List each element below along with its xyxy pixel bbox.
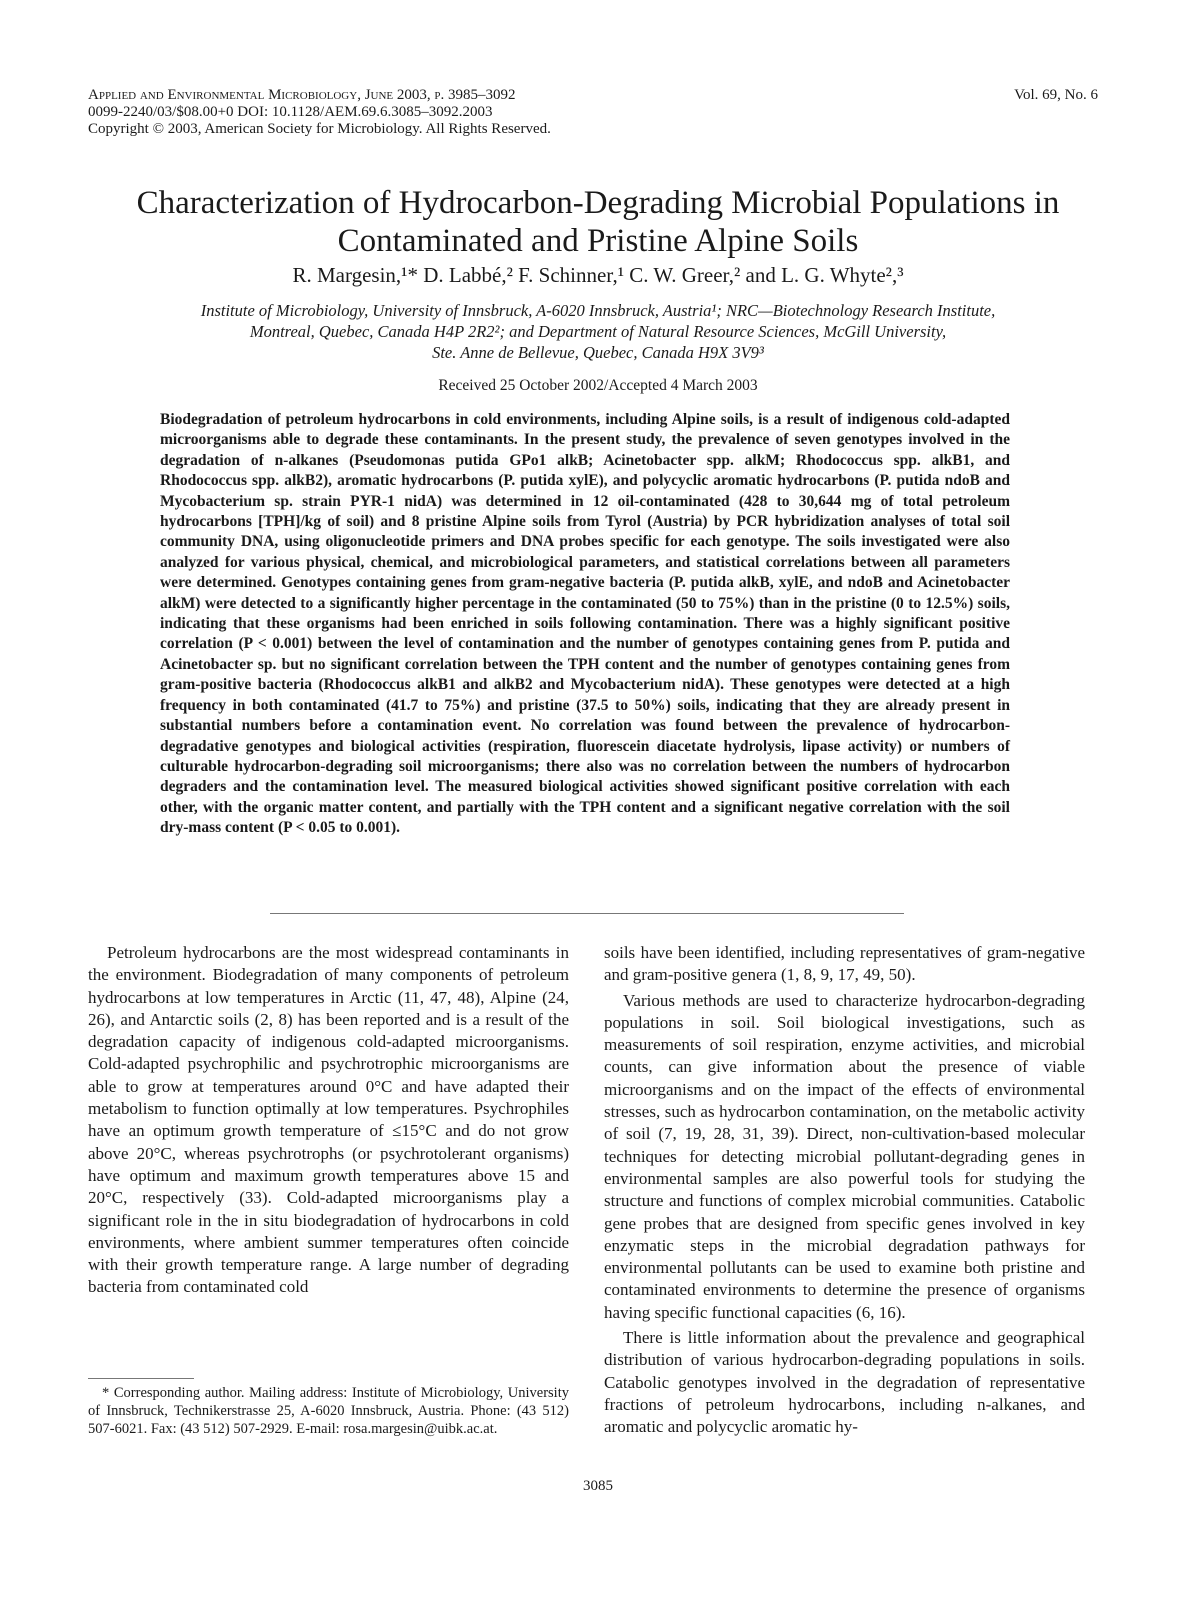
copyright-line: Copyright © 2003, American Society for Microbiology. All Rights Reserved. [88, 121, 551, 137]
affiliations [60, 300, 1136, 363]
body-paragraph: There is little information about the prevalence and geographical distribution of various hydrocarbon-degrading populations in soils. Catabolic genotypes involved in the degradation of representative fractions of petroleum hydrocarbons, including n-alkanes, and aromatic and polycyclic aromatic hy- [604, 1328, 1085, 1437]
article-title: Characterization of Hydrocarbon-Degrading Microbial Populations in Contaminated and Pristine Alpine Soils [136, 185, 1060, 259]
author-list: R. Margesin,¹* D. Labbé,² F. Schinner,¹ C. W. Greer,² and L. G. Whyte²,³ [292, 263, 904, 287]
affiliation-line: Montreal, Quebec, Canada H4P 2R2²; and Department of Natural Resource Sciences, McGill University, [249, 322, 947, 341]
corresponding-author-footnote: * Corresponding author. Mailing address: Institute of Microbiology, University of Innsbruck, Technikerstrasse 25, A-6020 Innsbruck, Austria. Phone: (43 512) 507-6021. Fax: (43 512) 507-2929. E-mail: rosa.margesin@uibk.ac.at. [88, 1385, 569, 1438]
journal-line: Applied and Environmental Microbiology, June 2003, p. 3985–3092 [88, 87, 516, 103]
body-column-right [604, 942, 1085, 1439]
body-paragraph: soils have been identified, including representatives of gram-negative and gram-positive genera (1, 8, 9, 17, 49, 50). [604, 943, 1085, 985]
page-number: 3085 [583, 1478, 613, 1494]
received-dates: Received 25 October 2002/Accepted 4 March 2003 [438, 377, 758, 394]
footnote-divider [88, 1378, 194, 1379]
affiliation-line: Institute of Microbiology, University of Innsbruck, A-6020 Innsbruck, Austria¹; NRC—Biotechnology Research Institute, [200, 301, 996, 320]
volume-issue: Vol. 69, No. 6 [1014, 87, 1098, 103]
body-paragraph: Various methods are used to characterize hydrocarbon-degrading populations in soil. Soil biological investigations, such as measurements of soil respiration, enzyme activities, and microbial counts, can give information about the presence of viable microorganisms and on the impact of the effects of environmental stresses, such as hydrocarbon contamination, on the metabolic activity of soil (7, 19, 28, 31, 39). Direct, non-cultivation-based molecular techniques for detecting microbial pollutant-degrading genes in environmental samples are also powerful tools for studying the structure and functions of complex microbial communities. Catabolic gene probes that are designed from specific genes involved in key enzymatic steps in the microbial degradation pathways for environmental pollutants can be used to examine both pristine and contaminated environments to determine the presence of organisms having specific functional capacities (6, 16). [604, 990, 1085, 1322]
running-header [88, 87, 1098, 138]
body-column-left [88, 942, 569, 1299]
body-paragraph: Petroleum hydrocarbons are the most widespread contaminants in the environment. Biodegradation of many components of petroleum hydrocarbons at low temperatures in Arctic (11, 47, 48), Alpine (24, 26), and Antarctic soils (2, 8) has been reported and is a result of the degradation capacity of indigenous cold-adapted microorganisms. Cold-adapted psychrophilic and psychrotrophic microorganisms are able to grow at temperatures around 0°C and have adapted their metabolism to function optimally at low temperatures. Psychrophiles have an optimum growth temperature of ≤15°C and do not grow above 20°C, whereas psychrotrophs (or psychrotolerant organisms) have optimum and maximum growth temperatures above 15 and 20°C, respectively (33). Cold-adapted microorganisms play a significant role in the in situ biodegradation of hydrocarbons in cold environments, where ambient summer temperatures often coincide with their growth temperature range. A large number of degrading bacteria from contaminated cold [88, 943, 569, 1297]
doi-line: 0099-2240/03/$08.00+0 DOI: 10.1128/AEM.69.6.3085–3092.2003 [88, 104, 493, 120]
abstract-divider [270, 913, 904, 914]
abstract: Biodegradation of petroleum hydrocarbons in cold environments, including Alpine soils, is a result of indigenous cold-adapted microorganisms able to degrade these contaminants. In the present study, the prevalence of seven genotypes involved in the degradation of n-alkanes (Pseudomonas putida GPo1 alkB; Acinetobacter spp. alkM; Rhodococcus spp. alkB1, and Rhodococcus spp. alkB2), aromatic hydrocarbons (P. putida xylE), and polycyclic aromatic hydrocarbons (P. putida ndoB and Mycobacterium sp. strain PYR-1 nidA) was determined in 12 oil-contaminated (428 to 30,644 mg of total petroleum hydrocarbons [TPH]/kg of soil) and 8 pristine Alpine soils from Tyrol (Austria) by PCR hybridization analyses of total soil community DNA, using oligonucleotide primers and DNA probes specific for each genotype. The soils investigated were also analyzed for various physical, chemical, and microbiological parameters, and statistical correlations between all parameters were determined. Genotypes containing genes from gram-negative bacteria (P. putida alkB, xylE, and ndoB and Acinetobacter alkM) were detected to a significantly higher percentage in the contaminated (50 to 75%) than in the pristine (0 to 12.5%) soils, indicating that these organisms had been enriched in soils following contamination. There was a highly significant positive correlation (P < 0.001) between the level of contamination and the number of genotypes containing genes from P. putida and Acinetobacter sp. but no significant correlation between the TPH content and the number of genotypes containing genes from gram-positive bacteria (Rhodococcus alkB1 and alkB2 and Mycobacterium nidA). These genotypes were detected at a high frequency in both contaminated (41.7 to 75%) and pristine (37.5 to 50%) soils, indicating that they are already present in substantial numbers before a contamination event. No correlation was found between the prevalence of hydrocarbon-degradative genotypes and biological activities (respiration, fluorescein diacetate hydrolysis, lipase activity) or numbers of culturable hydrocarbon-degrading soil microorganisms; there also was no correlation between the numbers of hydrocarbon degraders and the contamination level. The measured biological activities showed significant positive correlation with each other, with the organic matter content, and partially with the TPH content and a significant negative correlation with the soil dry-mass content (P < 0.05 to 0.001). [160, 411, 1010, 837]
affiliation-line: Ste. Anne de Bellevue, Quebec, Canada H9X 3V9³ [432, 343, 764, 362]
